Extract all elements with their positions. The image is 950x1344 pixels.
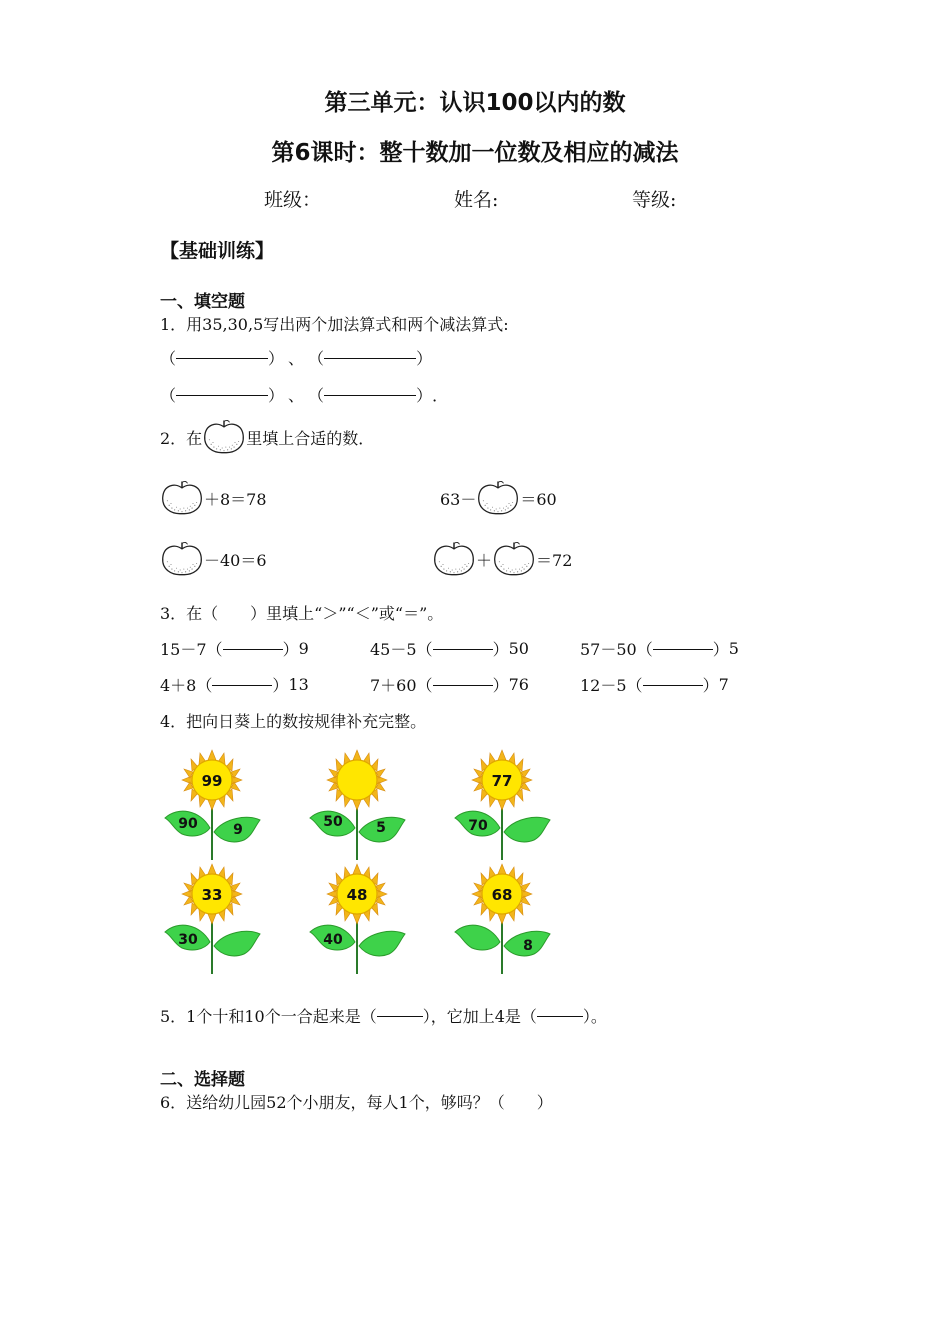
q3-item-4	[160, 673, 309, 696]
apple-blank-2[interactable]	[476, 478, 520, 518]
q3-blank-6[interactable]	[643, 684, 703, 686]
q2-equation-3	[160, 539, 267, 579]
q1-blank-3[interactable]	[176, 394, 268, 396]
q3-left: 12－5	[580, 676, 627, 695]
q3-rp: ）	[702, 676, 719, 695]
flower-left-3: 70	[468, 818, 488, 834]
q3-blank-3[interactable]	[653, 648, 713, 650]
fill-blank-heading: 一、填空题	[160, 292, 245, 312]
sunflower-5	[310, 864, 405, 974]
unit-title: 第三单元：认识100以内的数	[324, 90, 626, 116]
grade-label: 等级:	[632, 189, 677, 211]
q3-right: 5	[728, 639, 739, 658]
q3-right: 50	[508, 639, 529, 658]
q1-lp: （	[160, 349, 177, 368]
sunflower-3	[455, 750, 550, 860]
sunflower-2	[310, 750, 405, 860]
flower-head-4: 33	[201, 886, 223, 904]
sunflower-figure	[160, 748, 580, 978]
q3-blank-2[interactable]	[433, 648, 493, 650]
q6-text: 6．送给幼儿园52个小朋友，每人1个，够吗？（ ）	[160, 1093, 553, 1112]
q3-rp: ）	[712, 640, 729, 659]
name-label: 姓名:	[454, 189, 499, 211]
q3-rp: ）	[492, 676, 509, 695]
basic-training-heading: 【基础训练】	[160, 240, 275, 262]
q2-e1: ＋8＝78	[204, 489, 267, 509]
q2-equation-4	[432, 539, 572, 579]
q5-blank-1[interactable]	[377, 1015, 423, 1017]
q2-equation-2	[440, 478, 557, 518]
q5-part2: ），它加上4是（	[422, 1007, 537, 1026]
q3-item-5	[370, 673, 529, 696]
q1-rp: ）	[416, 349, 433, 368]
q5-text	[160, 1004, 607, 1027]
sunflower-1	[165, 750, 260, 860]
q3-lp: （	[626, 676, 643, 695]
flower-right-2: 5	[376, 820, 386, 836]
q3-left: 15－7	[160, 640, 207, 659]
q3-right: 76	[508, 675, 529, 694]
q1-sep: 、	[288, 349, 305, 368]
q3-item-6	[580, 673, 729, 696]
lesson-title: 第6课时：整十数加一位数及相应的减法	[271, 140, 679, 166]
q3-left: 7＋60	[370, 676, 417, 695]
q1-lp: （	[308, 386, 325, 405]
sunflower-6	[455, 864, 550, 974]
q3-lp: （	[206, 640, 223, 659]
q3-lp: （	[416, 640, 433, 659]
q3-left: 45－5	[370, 640, 417, 659]
q1-text: 1．用35,30,5写出两个加法算式和两个减法算式:	[160, 315, 509, 334]
q3-lp: （	[636, 640, 653, 659]
q3-left: 57－50	[580, 640, 637, 659]
flower-left-2: 50	[323, 814, 343, 830]
q3-right: 7	[718, 675, 729, 694]
q3-rp: ）	[492, 640, 509, 659]
q3-right: 9	[298, 639, 309, 658]
q1-rp: ）	[268, 386, 285, 405]
flower-head-6: 68	[491, 886, 513, 904]
flower-head-1: 99	[201, 772, 223, 790]
q4-text: 4．把向日葵上的数按规律补充完整。	[160, 712, 427, 731]
q5-blank-2[interactable]	[537, 1015, 583, 1017]
q3-left: 4＋8	[160, 676, 197, 695]
flower-left-4: 30	[178, 932, 198, 948]
apple-blank-4[interactable]	[432, 539, 476, 579]
q2-e2-pre: 63－	[440, 489, 477, 509]
q2-equation-1	[160, 478, 267, 518]
flower-right-1: 9	[233, 822, 243, 838]
q1-rp: ）	[416, 386, 433, 405]
q1-end: ．	[432, 386, 449, 405]
q2-e4-mid: ＋	[476, 550, 493, 570]
q2-e2-post: ＝60	[520, 489, 557, 509]
flower-left-5: 40	[323, 932, 343, 948]
apple-icon	[202, 417, 246, 457]
q2-e4-post: ＝72	[536, 550, 573, 570]
q2-suffix: 里填上合适的数．	[246, 428, 375, 448]
q1-sep: 、	[288, 386, 305, 405]
q2-e3: －40＝6	[204, 550, 267, 570]
q3-item-2	[370, 637, 529, 660]
q1-line-1	[160, 346, 432, 369]
q3-blank-4[interactable]	[212, 684, 272, 686]
q3-blank-1[interactable]	[223, 648, 283, 650]
flower-head-3: 77	[491, 772, 513, 790]
q2-prefix: 2．在	[160, 428, 203, 448]
q1-lp: （	[308, 349, 325, 368]
q1-blank-4[interactable]	[324, 394, 416, 396]
apple-blank-1[interactable]	[160, 478, 204, 518]
q2-text	[160, 417, 374, 457]
q3-lp: （	[416, 676, 433, 695]
apple-blank-5[interactable]	[492, 539, 536, 579]
apple-blank-3[interactable]	[160, 539, 204, 579]
flower-head-5: 48	[346, 886, 368, 904]
q5-part1: 5．1个十和10个一合起来是（	[160, 1007, 377, 1026]
q1-rp: ）	[268, 349, 285, 368]
q1-blank-2[interactable]	[324, 357, 416, 359]
q3-item-3	[580, 637, 739, 660]
q3-rp: ）	[282, 640, 299, 659]
q1-line-2	[160, 383, 448, 406]
sunflower-4	[165, 864, 260, 974]
q3-rp: ）	[272, 676, 289, 695]
q5-part3: ）。	[582, 1007, 607, 1026]
flower-left-1: 90	[178, 816, 198, 832]
flower-right-6: 8	[523, 938, 533, 954]
q3-lp: （	[196, 676, 213, 695]
q1-lp: （	[160, 386, 177, 405]
q1-blank-1[interactable]	[176, 357, 268, 359]
q3-item-1	[160, 637, 309, 660]
q3-blank-5[interactable]	[433, 684, 493, 686]
q3-right: 13	[288, 675, 309, 694]
class-label: 班级：	[264, 189, 322, 211]
q3-text: 3．在（ ）里填上“＞”“＜”或“＝”。	[160, 604, 444, 623]
choice-heading: 二、选择题	[160, 1070, 245, 1090]
